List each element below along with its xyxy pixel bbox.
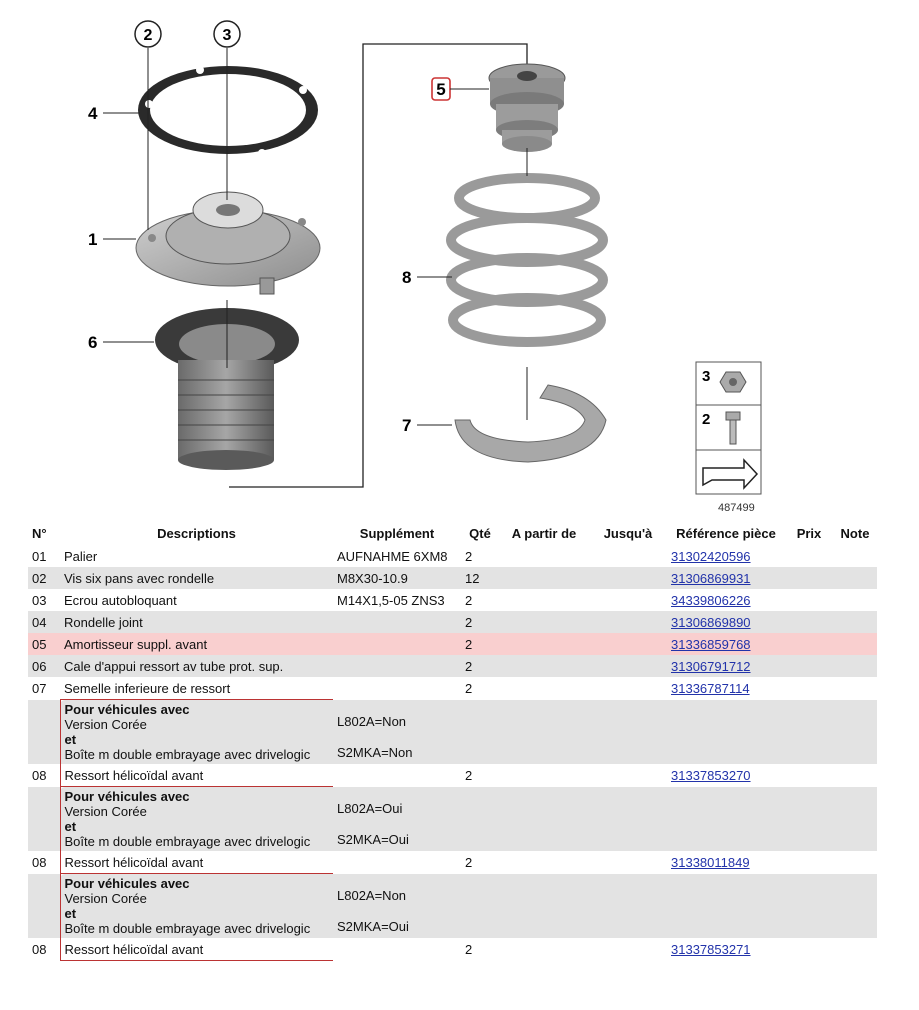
row-from: [499, 938, 589, 961]
row-price: [785, 589, 833, 611]
condition-line: Version Corée: [64, 717, 147, 732]
condition-codes: [333, 874, 461, 939]
row-from: [499, 633, 589, 655]
table-row[interactable]: [28, 567, 877, 589]
condition-text: [60, 787, 333, 852]
condition-line: Boîte m double embrayage avec drivelogic: [64, 921, 311, 936]
header-descriptions: Descriptions: [157, 525, 236, 541]
row-supplement: [333, 677, 461, 700]
row-price: [785, 851, 833, 874]
row-description: Ecrou autobloquant: [64, 592, 177, 608]
row-description: Ressort hélicoïdal avant: [60, 938, 333, 961]
row-number: 02: [28, 567, 60, 589]
condition-line: Boîte m double embrayage avec drivelogic: [64, 747, 311, 762]
row-to: [589, 655, 667, 677]
part-reference-link[interactable]: 31306869931: [671, 570, 751, 586]
part-reference-link[interactable]: 31306791712: [671, 658, 751, 674]
condition-block: [28, 874, 877, 939]
condition-heading: Pour véhicules avec: [64, 876, 190, 891]
row-supplement: [333, 764, 461, 787]
bump-stop-drawing: [489, 64, 565, 152]
row-number: 06: [28, 655, 60, 677]
row-to: [589, 567, 667, 589]
row-quantity: 2: [461, 633, 499, 655]
row-quantity: 2: [465, 680, 473, 696]
row-number: 05: [28, 633, 60, 655]
condition-text: [60, 700, 333, 765]
row-to: [589, 589, 667, 611]
row-from: [499, 589, 589, 611]
condition-codes: [333, 787, 461, 852]
header-quantity: Qté: [469, 525, 491, 541]
header-price: Prix: [796, 525, 822, 541]
row-quantity: 2: [465, 592, 473, 608]
row-supplement: [333, 655, 461, 677]
table-row[interactable]: [28, 545, 877, 567]
row-note: [833, 567, 877, 589]
gasket-drawing: [138, 66, 318, 157]
table-row[interactable]: [28, 655, 877, 677]
row-description: Vis six pans avec rondelle: [60, 567, 333, 589]
part-reference-link[interactable]: 31337853270: [671, 767, 751, 783]
row-from: [499, 567, 589, 589]
row-quantity: 2: [465, 767, 473, 783]
callout-8[interactable]: 8: [402, 268, 412, 287]
table-row-selected[interactable]: [28, 633, 877, 655]
row-note: [833, 677, 877, 700]
row-note: [833, 938, 877, 961]
row-note: [833, 545, 877, 567]
row-supplement: [333, 633, 461, 655]
part-reference-link[interactable]: 31302420596: [671, 548, 751, 564]
row-price: [785, 545, 833, 567]
callout-2[interactable]: 2: [143, 27, 153, 44]
row-supplement: [333, 851, 461, 874]
row-supplement: M14X1,5-05 ZNS3: [337, 592, 445, 608]
callout-7[interactable]: 7: [402, 416, 412, 435]
row-description: Semelle inferieure de ressort: [64, 680, 231, 696]
row-from: [499, 545, 589, 567]
row-description: Palier: [64, 548, 98, 564]
row-quantity: 2: [461, 611, 499, 633]
row-from: [499, 655, 589, 677]
condition-code: L802A=Oui: [337, 801, 403, 816]
row-note: [833, 589, 877, 611]
row-description: Cale d'appui ressort av tube prot. sup.: [60, 655, 333, 677]
row-description: Rondelle joint: [60, 611, 333, 633]
coil-spring-drawing: [451, 178, 603, 342]
callout-5[interactable]: 5: [436, 80, 446, 99]
row-supplement: [333, 611, 461, 633]
row-to: [589, 764, 667, 787]
parts-table: [28, 521, 877, 961]
row-quantity: 2: [465, 854, 473, 870]
condition-block: [28, 700, 877, 765]
condition-line: Version Corée: [64, 891, 147, 906]
row-to: [589, 938, 667, 961]
condition-code: S2MKA=Non: [337, 745, 413, 760]
bolt-icon: [726, 412, 740, 420]
part-reference-link[interactable]: 31337853271: [671, 941, 751, 957]
table-row[interactable]: [28, 938, 877, 961]
condition-block: [28, 787, 877, 852]
row-description: Amortisseur suppl. avant: [60, 633, 333, 655]
row-note: [833, 611, 877, 633]
header-supplement: Supplément: [359, 525, 435, 541]
part-reference-link[interactable]: 31338011849: [671, 854, 750, 870]
condition-conjunction: et: [64, 906, 77, 921]
part-reference-link[interactable]: 31306869890: [671, 614, 751, 630]
row-price: [785, 567, 833, 589]
row-note: [833, 764, 877, 787]
condition-text: [60, 874, 333, 939]
part-reference-link[interactable]: 31336859768: [671, 636, 751, 652]
condition-code: L802A=Non: [337, 888, 407, 903]
condition-code: S2MKA=Oui: [337, 832, 409, 847]
diagram-number: 487499: [718, 502, 755, 514]
row-from: [499, 851, 589, 874]
row-to: [589, 545, 667, 567]
inset-label-2: 2: [702, 411, 711, 428]
bearing-drawing: [136, 192, 320, 294]
callout-4[interactable]: 4: [88, 104, 98, 123]
row-from: [499, 677, 589, 700]
condition-line: Version Corée: [64, 804, 147, 819]
row-to: [589, 677, 667, 700]
row-to: [589, 633, 667, 655]
row-quantity: 2: [465, 548, 473, 564]
condition-codes: [333, 700, 461, 765]
inset-label-3: 3: [702, 368, 711, 385]
header-to: Jusqu'à: [603, 525, 653, 541]
row-number: 08: [32, 767, 47, 783]
row-supplement: AUFNAHME 6XM8: [337, 548, 448, 564]
condition-line: Boîte m double embrayage avec drivelogic: [64, 834, 311, 849]
spring-seat-drawing: [455, 385, 606, 462]
row-quantity: 2: [461, 655, 499, 677]
row-price: [785, 938, 833, 961]
row-from: [499, 611, 589, 633]
header-note: Note: [840, 525, 870, 541]
row-supplement: M8X30-10.9: [333, 567, 461, 589]
row-to: [589, 851, 667, 874]
condition-conjunction: et: [64, 819, 77, 834]
header-no: N°: [32, 525, 47, 541]
row-price: [785, 611, 833, 633]
row-note: [833, 655, 877, 677]
table-row[interactable]: [28, 677, 877, 700]
row-quantity: 2: [465, 941, 473, 957]
row-number: 04: [28, 611, 60, 633]
callout-1[interactable]: 1: [88, 230, 98, 249]
row-price: [785, 764, 833, 787]
header-from: A partir de: [511, 525, 577, 541]
table-header-row: [28, 521, 877, 545]
row-from: [499, 764, 589, 787]
table-row[interactable]: [28, 851, 877, 874]
row-description: Ressort hélicoïdal avant: [60, 851, 333, 874]
row-note: [833, 633, 877, 655]
row-to: [589, 611, 667, 633]
row-number: 08: [32, 854, 47, 870]
condition-conjunction: et: [64, 732, 77, 747]
condition-heading: Pour véhicules avec: [64, 702, 190, 717]
hardware-inset: [696, 362, 761, 494]
row-price: [785, 655, 833, 677]
condition-code: L802A=Non: [337, 714, 407, 729]
row-number: 08: [32, 941, 47, 957]
row-number: 01: [32, 548, 47, 564]
row-price: [785, 677, 833, 700]
row-description: Ressort hélicoïdal avant: [60, 764, 333, 787]
condition-heading: Pour véhicules avec: [64, 789, 190, 804]
table-row[interactable]: [28, 764, 877, 787]
table-row[interactable]: [28, 589, 877, 611]
row-note: [833, 851, 877, 874]
header-part-reference: Référence pièce: [676, 525, 776, 541]
table-row[interactable]: [28, 611, 877, 633]
row-supplement: [333, 938, 461, 961]
row-price: [785, 633, 833, 655]
condition-code: S2MKA=Oui: [337, 919, 409, 934]
row-number: 07: [32, 680, 47, 696]
part-reference-link[interactable]: 34339806226: [671, 592, 751, 608]
row-quantity: 12: [461, 567, 499, 589]
callout-6[interactable]: 6: [88, 333, 98, 352]
row-number: 03: [32, 592, 47, 608]
callout-3[interactable]: 3: [222, 27, 232, 44]
part-reference-link[interactable]: 31336787114: [671, 680, 750, 696]
